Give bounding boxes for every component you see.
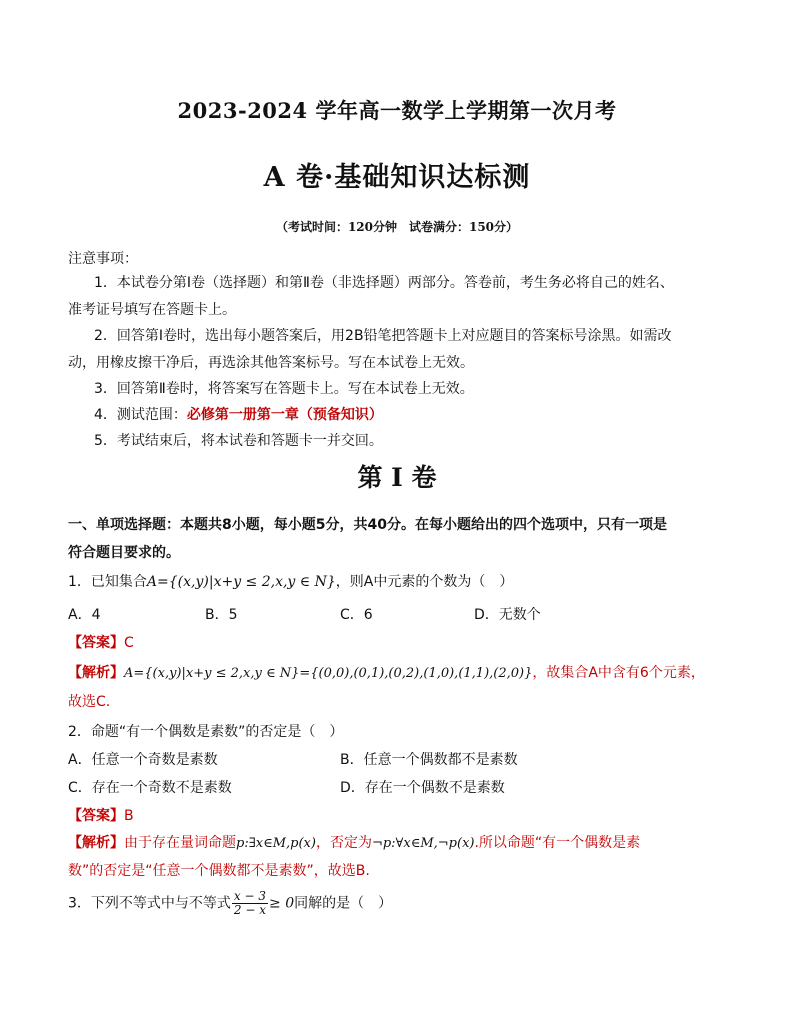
note-3: 3．回答第Ⅱ卷时，将答案写在答题卡上。写在本试卷上无效。 xyxy=(94,381,474,397)
question-3-fraction xyxy=(232,890,268,917)
question-2-analysis-line-2: 数”的否定是“任意一个偶数都不是素数”，故选B. xyxy=(68,863,370,879)
answer-label: 【答案】 xyxy=(68,635,124,651)
question-1-answer xyxy=(68,632,134,652)
question-2-stem: 2．命题“有一个偶数是素数”的否定是（ ） xyxy=(68,724,344,740)
analysis-label: 【解析】 xyxy=(68,665,124,681)
analysis-expression-2: ¬p:∀x∈M,¬p(x) xyxy=(371,836,475,851)
question-1-option-c: C．6 xyxy=(340,607,373,623)
question-1-option-b: B．5 xyxy=(205,607,238,623)
note-1-line-2: 准考证号填写在答题卡上。 xyxy=(68,302,236,318)
question-2-option-b: B．任意一个偶数都不是素数 xyxy=(340,752,518,768)
question-2-option-a: A．任意一个奇数是素数 xyxy=(68,752,218,768)
question-2-option-c: C．存在一个奇数不是素数 xyxy=(68,780,232,796)
note-2-line-1: 2．回答第Ⅰ卷时，选出每小题答案后，用2B铅笔把答题卡上对应题目的答案标号涂黑。如需改 xyxy=(94,328,672,344)
question-3-suffix: 同解的是（ ） xyxy=(294,895,393,912)
note-1-line-1: 1．本试卷分第Ⅰ卷（选择题）和第Ⅱ卷（非选择题）两部分。答卷前，考生务必将自己的姓名、 xyxy=(94,275,674,291)
question-2-analysis xyxy=(68,832,640,852)
question-3-relation: ≥ 0 xyxy=(269,895,295,912)
section-title: 第 I 卷 xyxy=(357,463,437,492)
question-2-answer xyxy=(68,805,134,825)
analysis-text-2: ，否定为 xyxy=(315,835,372,851)
question-1-analysis-line-2: 故选C. xyxy=(68,694,111,710)
analysis-text: ，故集合A中含有6个元素， xyxy=(532,665,705,681)
analysis-label: 【解析】 xyxy=(68,835,124,851)
answer-label: 【答案】 xyxy=(68,808,124,824)
question-3-prefix: 3．下列不等式中与不等式 xyxy=(68,895,231,912)
exam-subtitle: A 卷·基础知识达标测 xyxy=(263,162,531,193)
question-3-stem xyxy=(68,890,392,917)
notes-heading: 注意事项： xyxy=(68,251,138,267)
note-4-prefix: 4．测试范围： xyxy=(94,407,187,423)
question-1-option-a: A．4 xyxy=(68,607,101,623)
question-1-set: A={(x,y)|x+y ≤ 2,x,y ∈ N} xyxy=(146,574,336,590)
exam-title: 2023-2024 学年高一数学上学期第一次月考 xyxy=(177,98,617,123)
exam-time-score: （考试时间：120分钟 试卷满分：150分） xyxy=(275,220,519,234)
part1-instructions-line-1: 一、单项选择题：本题共8小题，每小题5分，共40分。在每小题给出的四个选项中，只有一项是 xyxy=(68,517,667,533)
note-2-line-2: 动，用橡皮擦干净后，再选涂其他答案标号。写在本试卷上无效。 xyxy=(68,355,474,371)
fraction-numerator: x − 3 xyxy=(233,889,267,903)
analysis-text-1: 由于存在量词命题 xyxy=(124,835,236,851)
question-1-stem xyxy=(68,571,513,591)
answer-value: C xyxy=(124,635,134,651)
question-2-option-d: D．存在一个偶数不是素数 xyxy=(340,780,505,796)
analysis-text-3: .所以命题“有一个偶数是素 xyxy=(474,835,641,851)
question-1-suffix: ，则A中元素的个数为（ ） xyxy=(335,574,514,590)
fraction-denominator: 2 − x xyxy=(233,903,267,917)
answer-value: B xyxy=(124,808,134,824)
analysis-set-expression: A={(x,y)|x+y ≤ 2,x,y ∈ N}={(0,0),(0,1),(0,2),(1,0),(1,1),(2,0)} xyxy=(124,666,533,681)
note-5: 5．考试结束后，将本试卷和答题卡一并交回。 xyxy=(94,433,383,449)
question-1-prefix: 1．已知集合 xyxy=(68,574,147,590)
note-4 xyxy=(94,404,383,424)
analysis-expression-1: p:∃x∈M,p(x) xyxy=(236,836,316,851)
question-1-analysis xyxy=(68,662,705,682)
part1-instructions-line-2: 符合题目要求的。 xyxy=(68,545,180,561)
test-scope: 必修第一册第一章（预备知识） xyxy=(186,407,383,423)
question-1-option-d: D．无数个 xyxy=(474,607,541,623)
